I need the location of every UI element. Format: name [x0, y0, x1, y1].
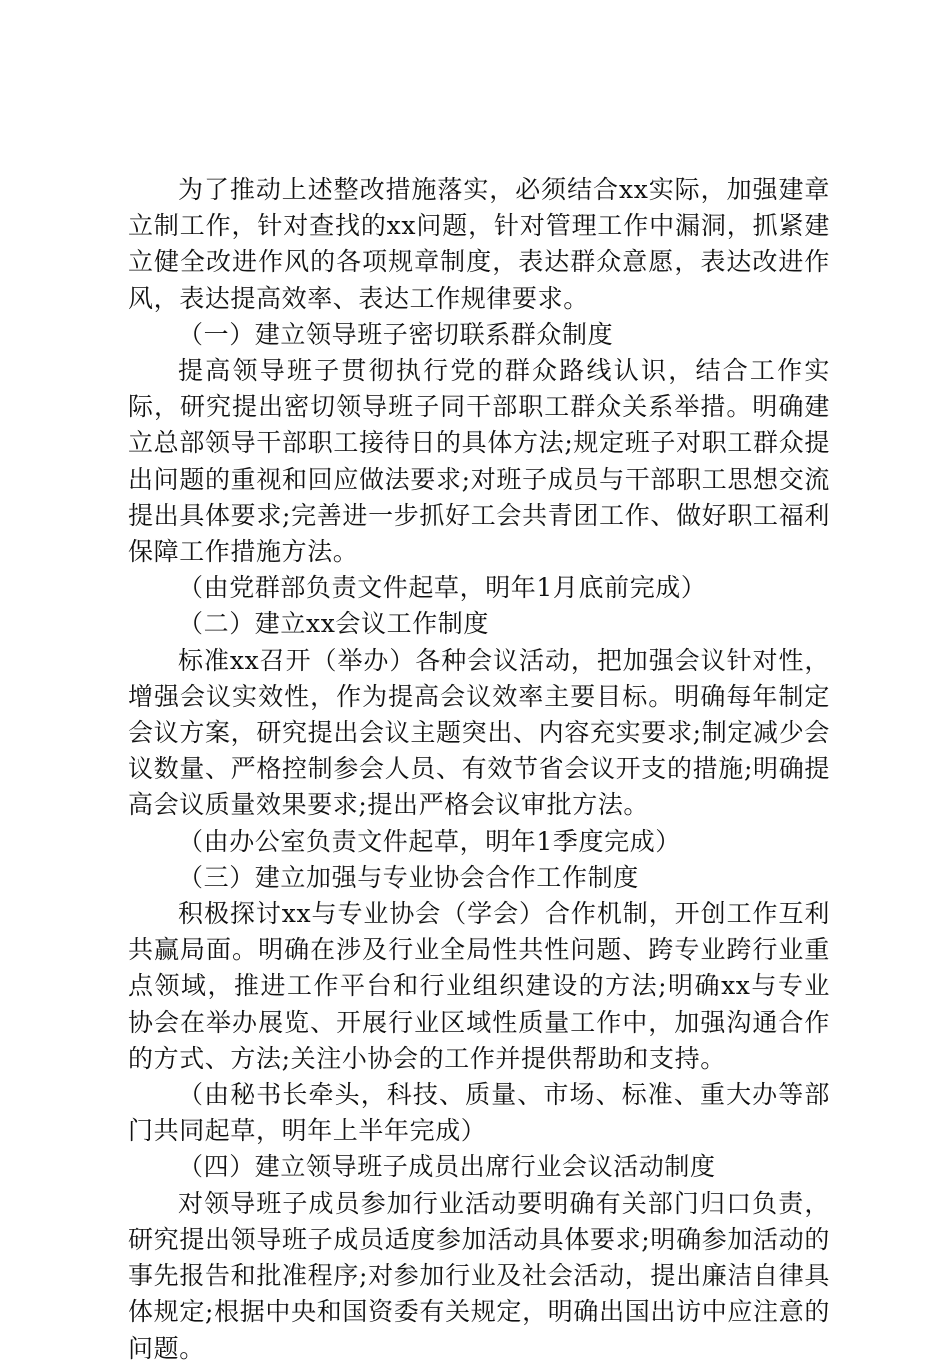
paragraph-section-2: 标准xx召开（举办）各种会议活动，把加强会议针对性，增强会议实效性，作为提高会议效率主要目标。明确每年制定会议方案，研究提出会议主题突出、内容充实要求;制定减少会议数量、严格控制参会人员、有效节省会议开支的措施;明确提高会议质量效果要求;提出严格会议审批方法。 — [128, 645, 830, 820]
paragraph-intro: 为了推动上述整改措施落实，必须结合xx实际，加强建章立制工作，针对查找的xx问题，针对管理工作中漏洞，抓紧建立健全改进作风的各项规章制度，表达群众意愿，表达改进作风，表达提高效率、表达工作规律要求。 — [128, 175, 830, 313]
section-heading-2: （二）建立xx会议工作制度 — [178, 609, 489, 639]
document-body — [128, 172, 830, 1367]
note-section-3: （由秘书长牵头，科技、质量、市场、标准、重大办等部门共同起草，明年上半年完成） — [128, 1080, 830, 1146]
paragraph-section-3: 积极探讨xx与专业协会（学会）合作机制，开创工作互利共赢局面。明确在涉及行业全局性共性问题、跨专业跨行业重点领域，推进工作平台和行业组织建设的方法;明确xx与专业协会在举办展览、开展行业区域性质量工作中，加强沟通合作的方式、方法;关注小协会的工作并提供帮助和支持。 — [128, 899, 830, 1073]
paragraph-section-1: 提高领导班子贯彻执行党的群众路线认识，结合工作实际，研究提出密切领导班子同干部职工群众关系举措。明确建立总部领导干部职工接待日的具体方法;规定班子对职工群众提出问题的重视和回应做法要求;对班子成员与干部职工思想交流提出具体要求;完善进一步抓好工会共青团工作、做好职工福利保障工作措施方法。 — [128, 356, 830, 567]
note-section-2: （由办公室负责文件起草，明年1季度完成） — [178, 826, 681, 856]
section-heading-3: （三）建立加强与专业协会合作工作制度 — [178, 862, 639, 892]
note-section-1: （由党群部负责文件起草，明年1月底前完成） — [178, 573, 707, 603]
paragraph-section-4: 对领导班子成员参加行业活动要明确有关部门归口负责，研究提出领导班子成员适度参加活动具体要求;明确参加活动的事先报告和批准程序;对参加行业及社会活动，提出廉洁自律具体规定;根据中央和国资委有关规定，明确出国出访中应注意的问题。 — [128, 1188, 830, 1363]
section-heading-4: （四）建立领导班子成员出席行业会议活动制度 — [178, 1152, 716, 1182]
section-heading-1: （一）建立领导班子密切联系群众制度 — [178, 319, 614, 349]
